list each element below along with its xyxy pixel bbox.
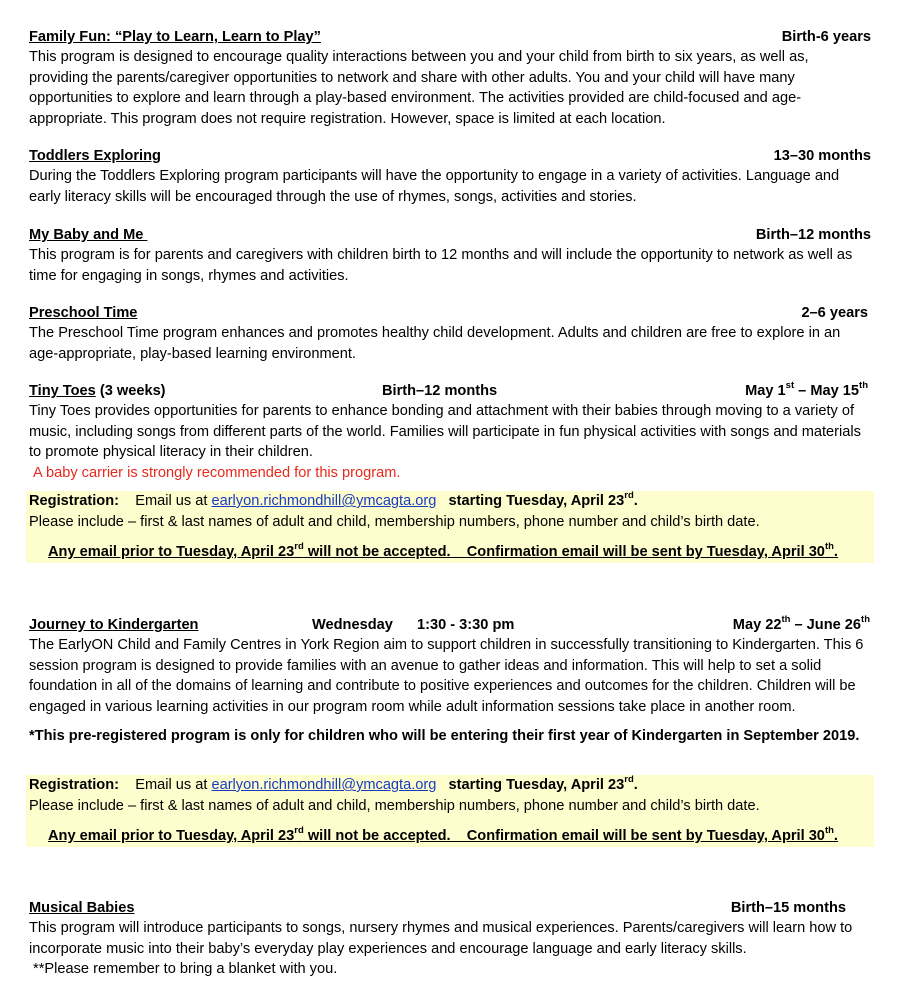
- tiny-toes-description: Tiny Toes provides opportunities for parents to enhance bonding and attachment with their babies through moving to a variety of music, including songs from different parts of the world. Families will participate in fun physical activities with songs and materials to promote physical literacy in their children.: [29, 403, 861, 460]
- tiny-toes-date-end-sup: th: [859, 380, 868, 392]
- toddlers-description: During the Toddlers Exploring program participants will have the opportunity to engage in a variety of activities. Language and early literacy skills will be encouraged through the use of rhymes, songs, activities and stories.: [29, 168, 840, 205]
- registration-include: Please include – first & last names of adult and child, membership numbers, phone number and child’s birth date.: [29, 513, 760, 530]
- journey-description: The EarlyON Child and Family Centres in York Region aim to support children in successfully transitioning to Kindergarten. This 6 session program is designed to provide families with an avenue to gather ideas and information. This will help to set a solid foundation in all of the domains of learning and contribute to positive experiences and outcomes for the children. Children will be engaged in various learning activities in our program room while adult information sessions take place in another room.: [29, 637, 864, 715]
- journey-title: Journey to Kindergarten: [29, 617, 199, 633]
- registration-warning: [26, 826, 874, 847]
- baby-and-me-description: This program is for parents and caregivers with children birth to 12 months and will include the opportunity to network as well as time for engaging in songs, rhymes and activities.: [29, 247, 853, 284]
- warning-part-a: Any email prior to Tuesday, April 23: [48, 828, 295, 844]
- journey-dates: [733, 615, 870, 636]
- family-fun-age: Birth-6 years: [781, 29, 871, 45]
- baby-and-me-age: Birth–12 months: [755, 227, 871, 243]
- section-preschool-time: [29, 303, 871, 364]
- registration-starting-sup: rd: [624, 774, 634, 786]
- preschool-title: Preschool Time: [29, 305, 138, 321]
- baby-and-me-title: My Baby and Me: [29, 227, 148, 243]
- registration-starting-sup: rd: [624, 490, 634, 502]
- warning-sup-b: th: [824, 825, 834, 837]
- section-my-baby-and-me: [29, 225, 871, 286]
- preschool-description: The Preschool Time program enhances and promotes healthy child development. Adults and children are free to explore in an age-appropriate, play-based learning environment.: [29, 325, 841, 362]
- warning-sup-b: th: [824, 541, 834, 553]
- warning-end: .: [833, 828, 838, 844]
- section-family-fun: [29, 27, 871, 129]
- registration-box-tiny-toes: [26, 491, 874, 563]
- preschool-age: 2–6 years: [801, 305, 868, 321]
- tiny-toes-note: A baby carrier is strongly recommended for this program.: [33, 464, 401, 481]
- musical-age: Birth–15 months: [730, 900, 846, 916]
- section-musical-babies: [29, 898, 871, 980]
- family-fun-title: Family Fun: “Play to Learn, Learn to Play”: [29, 29, 321, 45]
- journey-date-start-sup: th: [781, 614, 791, 626]
- journey-day: Wednesday: [312, 617, 393, 633]
- journey-date-end: – June 26: [790, 617, 862, 633]
- family-fun-description: This program is designed to encourage quality interactions between you and your child from birth to six years, as well as, providing the parents/caregiver opportunities to network and share with other adults. You and your child will have many opportunities to explore and learn through a play-based environment. The activities provided are child-focused and age-appropriate. This program does not require registration. However, space is limited at each location.: [29, 49, 809, 127]
- registration-label: Registration:: [29, 777, 119, 793]
- tiny-toes-heading: [29, 381, 166, 402]
- toddlers-age: 13–30 months: [773, 148, 871, 164]
- journey-date-end-sup: th: [861, 614, 870, 626]
- registration-email-link[interactable]: earlyon.richmondhill@ymcagta.org: [211, 493, 437, 509]
- musical-title: Musical Babies: [29, 900, 135, 916]
- journey-time: 1:30 - 3:30 pm: [417, 617, 515, 633]
- registration-email-link[interactable]: earlyon.richmondhill@ymcagta.org: [211, 777, 437, 793]
- registration-line: [26, 775, 874, 796]
- registration-starting: starting Tuesday, April 23rd.: [448, 490, 638, 509]
- journey-note: *This pre-registered program is only for children who will be entering their first year of Kindergarten in September 2019.: [29, 728, 860, 744]
- warning-sup-a: rd: [294, 541, 304, 553]
- warning-part-b: will not be accepted. Confirmation email will be sent by Tuesday, April 30: [303, 828, 825, 844]
- toddlers-title: Toddlers Exploring: [29, 148, 161, 164]
- tiny-toes-dates: [745, 381, 868, 402]
- musical-description: This program will introduce participants to songs, nursery rhymes and musical experiences. Parents/caregivers will learn how to incorporate music into their baby’s everyday play experiences and encourage language and early literacy skills.: [29, 920, 853, 957]
- section-tiny-toes: [29, 381, 871, 483]
- musical-note: **Please remember to bring a blanket with you.: [29, 961, 338, 977]
- journey-date-start: May 22: [732, 617, 782, 633]
- warning-part-b: will not be accepted. Confirmation email will be sent by Tuesday, April 30: [303, 544, 825, 560]
- tiny-toes-date-end: – May 15: [794, 383, 860, 399]
- registration-include: Please include – first & last names of adult and child, membership numbers, phone number and child’s birth date.: [29, 797, 760, 814]
- tiny-toes-date-start-sup: st: [785, 380, 795, 392]
- warning-end: .: [833, 544, 838, 560]
- tiny-toes-date-start: May 1: [745, 383, 786, 399]
- section-toddlers-exploring: [29, 146, 871, 207]
- registration-starting-text: starting Tuesday, April 23: [448, 777, 625, 793]
- registration-email-us: Email us at: [135, 493, 212, 509]
- section-journey-to-kindergarten: [29, 615, 871, 747]
- warning-sup-a: rd: [294, 825, 304, 837]
- registration-box-journey: [26, 775, 874, 847]
- registration-starting: starting Tuesday, April 23rd.: [448, 774, 638, 793]
- registration-starting-text: starting Tuesday, April 23: [448, 493, 625, 509]
- registration-email-us: Email us at: [135, 777, 212, 793]
- registration-label: Registration:: [29, 493, 119, 509]
- tiny-toes-title: Tiny Toes: [29, 383, 96, 399]
- tiny-toes-age: Birth–12 months: [382, 383, 498, 399]
- warning-part-a: Any email prior to Tuesday, April 23: [48, 544, 295, 560]
- registration-warning: [26, 542, 874, 563]
- tiny-toes-duration: (3 weeks): [95, 383, 166, 399]
- registration-line: [26, 491, 874, 512]
